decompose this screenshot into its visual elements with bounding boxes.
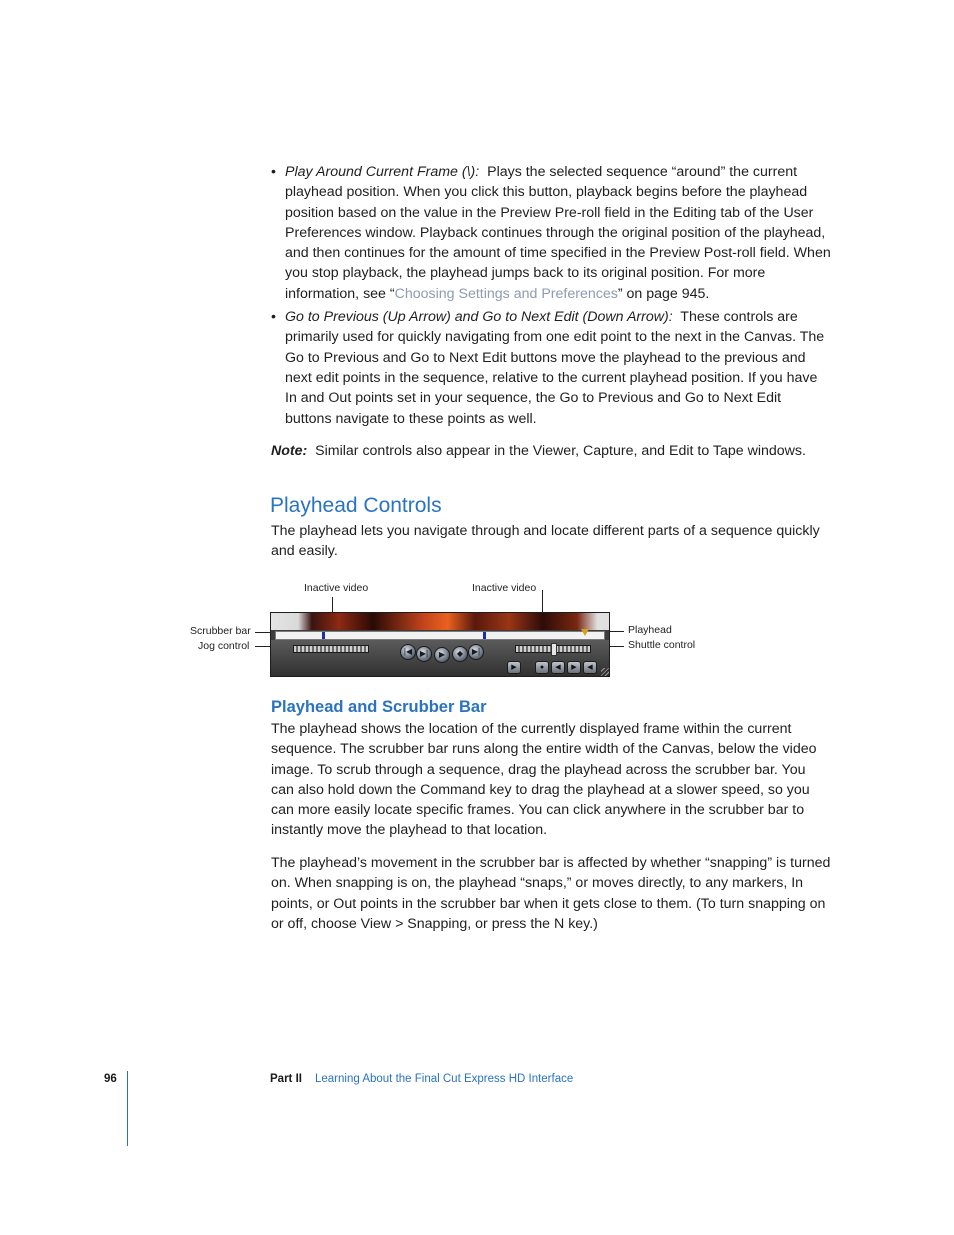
bullet-term: Go to Previous (Up Arrow) and Go to Next Edit (Down Arrow): xyxy=(285,309,673,326)
playhead-label: Playhead xyxy=(628,624,672,636)
note-text: Similar controls also appear in the Viewer, Capture, and Edit to Tape windows. xyxy=(315,443,806,459)
bullet-dot: • xyxy=(271,164,276,180)
jog-control-label: Jog control xyxy=(198,640,250,652)
canvas-window-controls xyxy=(270,612,610,677)
subsection-title: Playhead and Scrubber Bar xyxy=(271,698,487,716)
bullet-term: Play Around Current Frame (\): xyxy=(285,164,480,180)
video-frame xyxy=(271,613,610,630)
go-to-previous-edit-icon[interactable]: |◀ xyxy=(400,644,416,660)
inactive-video-label-left: Inactive video xyxy=(304,582,369,594)
body-paragraph: The playhead shows the location of the currently displayed frame within the current sequence. The scrubber bar runs along the entire width of the Canvas, below the video image. To scrub through a sequence, drag the playhead across the scrubber bar. You can also hold down the Command key to drag the playhead at a slower speed, so you can more easily locate specific frames. You can click anywhere in the scrubber bar to instantly move the playhead to that location. xyxy=(271,721,817,839)
play-around-current-icon[interactable]: ◆ xyxy=(452,646,468,662)
marker-icon[interactable]: ● xyxy=(535,661,549,674)
shuttle-control[interactable] xyxy=(515,645,591,653)
footer-part-label: Part II xyxy=(270,1073,302,1085)
play-in-to-out-icon[interactable]: ▶| xyxy=(416,646,432,662)
jog-control[interactable] xyxy=(293,645,369,653)
page-number: 96 xyxy=(104,1073,117,1085)
out-point-marker xyxy=(483,632,486,639)
transport-controls-bar xyxy=(271,640,610,677)
bullet-list xyxy=(271,162,831,432)
note-label: Note: xyxy=(271,443,308,459)
bullet-text-end: ” on page 945. xyxy=(617,285,710,302)
scrubber-bar-label: Scrubber bar xyxy=(190,625,251,637)
footer-rule xyxy=(127,1071,128,1146)
callout-line xyxy=(542,590,543,613)
note-paragraph xyxy=(271,441,831,461)
in-point-marker xyxy=(322,632,325,639)
shuttle-knob[interactable] xyxy=(551,643,557,656)
mark-in-icon[interactable]: ◀ xyxy=(551,661,565,674)
section-intro: The playhead lets you navigate through and locate different parts of a sequence quickly and easily. xyxy=(271,523,820,560)
go-to-next-edit-icon[interactable]: ▶| xyxy=(468,644,484,660)
playhead[interactable] xyxy=(581,629,589,636)
bullet-text: These controls are primarily used for quickly navigating from one edit point to the next in the Canvas. The Go to Previous and Go to Next Edit buttons move the playhead to the previous and next edit points in the sequence, relative to the current playhead position. If you have In and Out points set in your sequence, the Go to Previous and Go to Next Edit buttons navigate to these points as well. xyxy=(285,309,825,427)
bullet-text: Plays the selected sequence “around” the current playhead position. When you click this button, playback begins before the playhead position based on the value in the Preview Pre-roll field in the Editing tab of the User Preferences window. Playback continues through the original position of the playhead, and then continues for the amount of time specified in the Preview Post-roll field. When you stop playback, the playhead jumps back to its original position. For more information, see “ xyxy=(285,164,831,302)
section-title: Playhead Controls xyxy=(270,494,442,517)
scrubber-bar[interactable] xyxy=(275,631,605,640)
mark-out-icon[interactable]: ▶ xyxy=(567,661,581,674)
resize-grip-icon[interactable] xyxy=(601,668,610,677)
shuttle-control-label: Shuttle control xyxy=(628,639,696,651)
inactive-video-label-right: Inactive video xyxy=(472,582,537,594)
list-item xyxy=(271,307,831,429)
list-item xyxy=(271,162,831,304)
bullet-dot: • xyxy=(271,309,276,326)
body-paragraph: The playhead’s movement in the scrubber bar is affected by whether “snapping” is turned on. When snapping is on, the playhead “snaps,” or moves directly, to any markers, In points, or Out points in the scrubber bar when it gets close to them. (To turn snapping on or off, choose View > Snapping, or press the N key.) xyxy=(271,855,831,932)
go-to-in-icon[interactable]: ▶ xyxy=(507,661,521,674)
play-icon[interactable]: ▶ xyxy=(434,647,450,663)
footer-chapter-title: Learning About the Final Cut Express HD Interface xyxy=(315,1073,574,1085)
cross-reference-link[interactable]: Choosing Settings and Preferences xyxy=(394,285,618,302)
mark-clip-icon[interactable]: ◀ xyxy=(583,661,597,674)
